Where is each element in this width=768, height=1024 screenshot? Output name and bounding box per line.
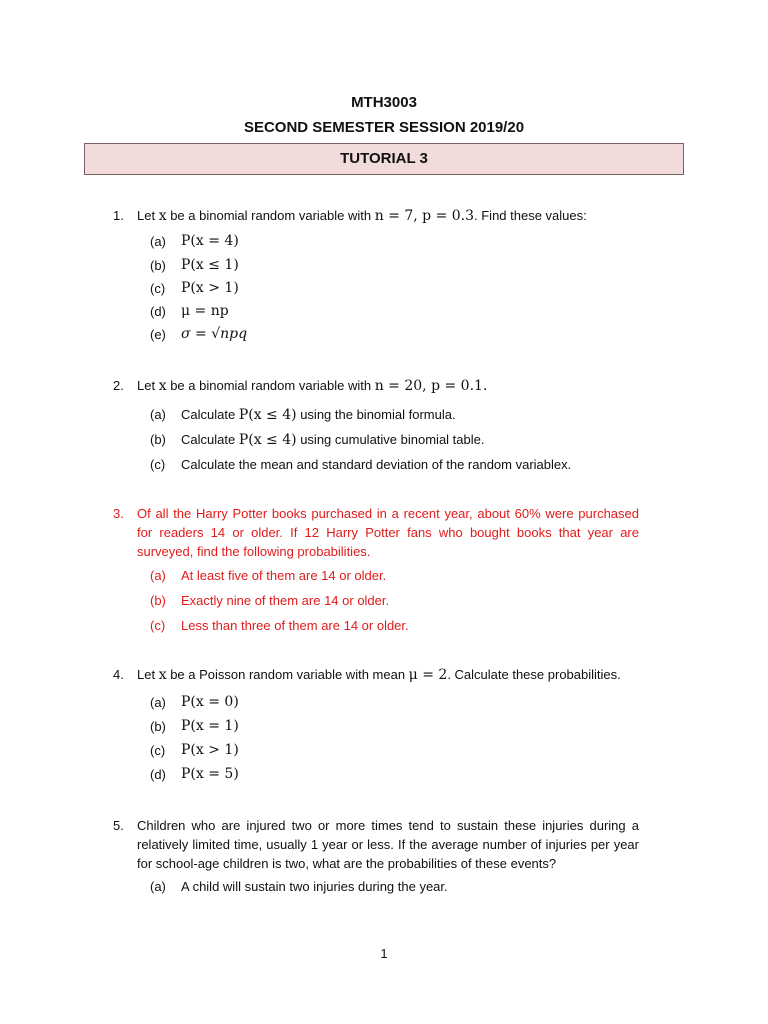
item-label: (c) — [150, 618, 166, 633]
tutorial-title-box — [84, 143, 684, 175]
item-text: A child will sustain two injuries during the year. — [181, 879, 448, 894]
text-part: be a binomial random variable with — [166, 378, 375, 393]
item-text: Exactly nine of them are 14 or older. — [181, 593, 390, 608]
math-params: n = 7, p = 0.3 — [374, 208, 475, 224]
item-label: (a) — [150, 695, 166, 710]
item-expr: P(x ≤ 4) — [238, 432, 297, 448]
item-expr: P(x = 1) — [181, 718, 239, 734]
math-var: x — [158, 378, 167, 394]
item-expr: P(x = 4) — [181, 233, 239, 249]
item-label: (d) — [150, 304, 166, 319]
text-part: using the binomial formula. — [296, 407, 456, 422]
text-part: Let — [137, 208, 159, 223]
question-number: 3. — [113, 506, 124, 521]
question-text — [137, 376, 639, 396]
question-number: 4. — [113, 667, 124, 682]
question-text: Of all the Harry Potter books purchased in a recent year, about 60% were purchased for readers 14 or older. If 12 Harry Potter fans who bought books that year are surveyed, find the following probabilities. — [137, 506, 639, 559]
item-label: (b) — [150, 593, 166, 608]
item-label: (d) — [150, 767, 166, 782]
item-label: (b) — [150, 719, 166, 734]
text-part: using cumulative binomial table. — [296, 432, 485, 447]
item-label: (c) — [150, 457, 166, 472]
item-text — [181, 430, 484, 450]
item-expr: P(x > 1) — [181, 742, 239, 758]
item-text: Calculate the mean and standard deviation of the random variablex. — [181, 457, 572, 472]
item-expr: P(x = 5) — [181, 766, 239, 782]
item-label: (a) — [150, 879, 166, 894]
question-number: 1. — [113, 208, 124, 223]
item-text — [181, 405, 456, 425]
item-expr: P(x > 1) — [181, 280, 239, 296]
text-part: Let — [137, 667, 159, 682]
item-text: At least five of them are 14 or older. — [181, 568, 387, 583]
item-label: (e) — [150, 327, 166, 342]
math-params: μ = 2 — [408, 667, 448, 683]
item-expr: P(x = 0) — [181, 694, 239, 710]
item-expr: P(x ≤ 1) — [181, 257, 239, 273]
question-text: Children who are injured two or more times tend to sustain these injuries during a relatively limited time, usually 1 year or less. If the average number of injuries per year for school-age children is two, what are the probabilities of these events? — [137, 818, 639, 871]
item-label: (a) — [150, 407, 166, 422]
text-part: be a Poisson random variable with mean — [166, 667, 409, 682]
session-title: SECOND SEMESTER SESSION 2019/20 — [243, 119, 525, 136]
item-label: (a) — [150, 234, 166, 249]
text-part: Calculate — [181, 432, 239, 447]
item-expr: μ = np — [181, 303, 229, 319]
text-part: Let — [137, 378, 159, 393]
text-part: . Calculate these probabilities. — [447, 667, 621, 682]
item-text: Less than three of them are 14 or older. — [181, 618, 409, 633]
item-label: (a) — [150, 568, 166, 583]
item-expr: P(x ≤ 4) — [238, 407, 297, 423]
question-number: 5. — [113, 818, 124, 833]
item-label: (b) — [150, 432, 166, 447]
item-expr: σ = √npq — [181, 326, 248, 342]
text-part: . Find these values: — [474, 208, 587, 223]
text-part: Calculate — [181, 407, 239, 422]
math-var: x — [158, 667, 167, 683]
item-label: (c) — [150, 743, 166, 758]
question-text — [137, 665, 639, 685]
item-label: (b) — [150, 258, 166, 273]
item-label: (c) — [150, 281, 166, 296]
page-number: 1 — [380, 946, 388, 961]
tutorial-title: TUTORIAL 3 — [340, 150, 428, 167]
course-code: MTH3003 — [351, 94, 417, 111]
text-part: be a binomial random variable with — [166, 208, 375, 223]
question-number: 2. — [113, 378, 124, 393]
question-text — [137, 206, 639, 226]
math-var: x — [158, 208, 167, 224]
math-params: n = 20, p = 0.1. — [374, 378, 488, 394]
